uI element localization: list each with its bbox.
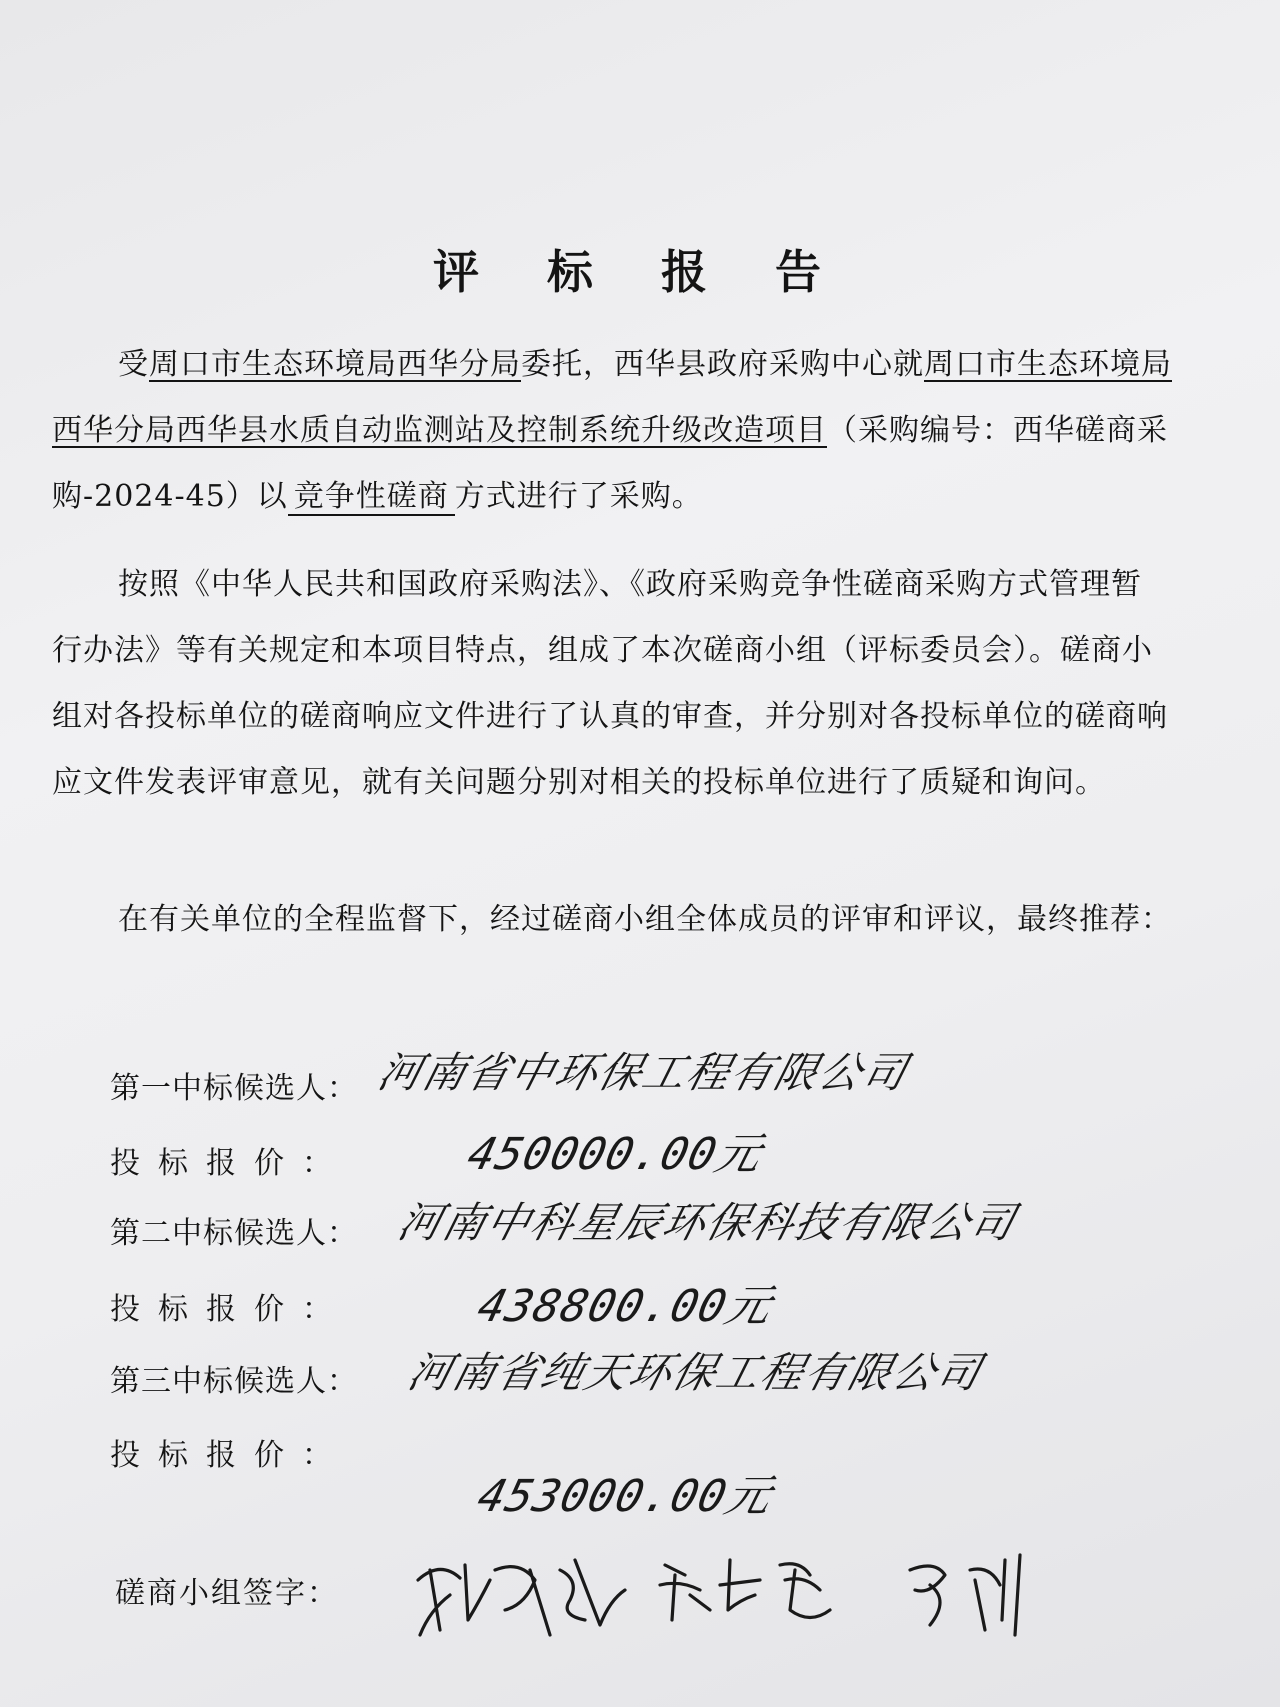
- signature-1: [418, 1560, 625, 1635]
- paragraph2-text: 按照《中华人民共和国政府采购法》、《政府采购竞争性磋商采购方式管理暂行办法》等有关规定和本项目特点，组成了本次磋商小组（评标委员会）。磋商小组对各投标单位的磋商响应文件进行了认真的审查，并分别对各投标单位的磋商响应文件发表评审意见，就有关问题分别对相关的投标单位进行了质疑和询问。: [52, 567, 1168, 800]
- candidate-1-price-handwritten: 450000.00元: [462, 1129, 768, 1180]
- candidate-3-company-handwritten: 河南省纯天环保工程有限公司: [403, 1348, 988, 1397]
- commissioning-agency: 周口市生态环境局西华分局: [149, 347, 521, 382]
- paragraph1-text-4: 方式进行了采购。: [454, 479, 703, 514]
- signatures-handwritten: [410, 1540, 1110, 1650]
- signature-label: 磋商小组签字：: [115, 1576, 339, 1611]
- candidate-2-company-handwritten: 河南中科星辰环保科技有限公司: [393, 1198, 1022, 1247]
- candidate-2-label: 第二中标候选人：: [110, 1216, 358, 1251]
- document-title: 评 标 报 告: [432, 245, 848, 299]
- paragraph-commission: [52, 332, 1172, 530]
- candidate-2-price-handwritten: 438800.00元: [472, 1281, 778, 1332]
- paragraph1-text-1: 受: [118, 347, 149, 382]
- paragraph1-text-2: 委托，西华县政府采购中心就: [521, 347, 924, 382]
- candidate-2-price-label: 投标报价：: [110, 1292, 350, 1327]
- procurement-number: （采购编号：西华磋商采购-2024-45）以: [52, 413, 1168, 514]
- candidate-3-price-label: 投标报价：: [110, 1438, 350, 1473]
- project-name: 周口市生态环境局西华分局西华县水质自动监测站及控制系统升级改造项目: [52, 347, 1172, 448]
- candidate-1-price-label: 投标报价：: [110, 1146, 350, 1181]
- candidate-1-label: 第一中标候选人：: [110, 1071, 358, 1106]
- candidate-1-company-handwritten: 河南省中环保工程有限公司: [373, 1048, 914, 1097]
- candidate-3-label: 第三中标候选人：: [110, 1364, 358, 1399]
- procurement-method: 竞争性磋商: [288, 479, 455, 516]
- paragraph-legal-basis: [52, 552, 1172, 816]
- paragraph3-text: 在有关单位的全程监督下，经过磋商小组全体成员的评审和评议，最终推荐：: [118, 902, 1172, 937]
- signature-3: [910, 1555, 1020, 1635]
- candidate-3-price-handwritten: 453000.00元: [472, 1471, 778, 1522]
- paragraph-recommendation: [52, 887, 1172, 953]
- signature-2: [660, 1560, 830, 1620]
